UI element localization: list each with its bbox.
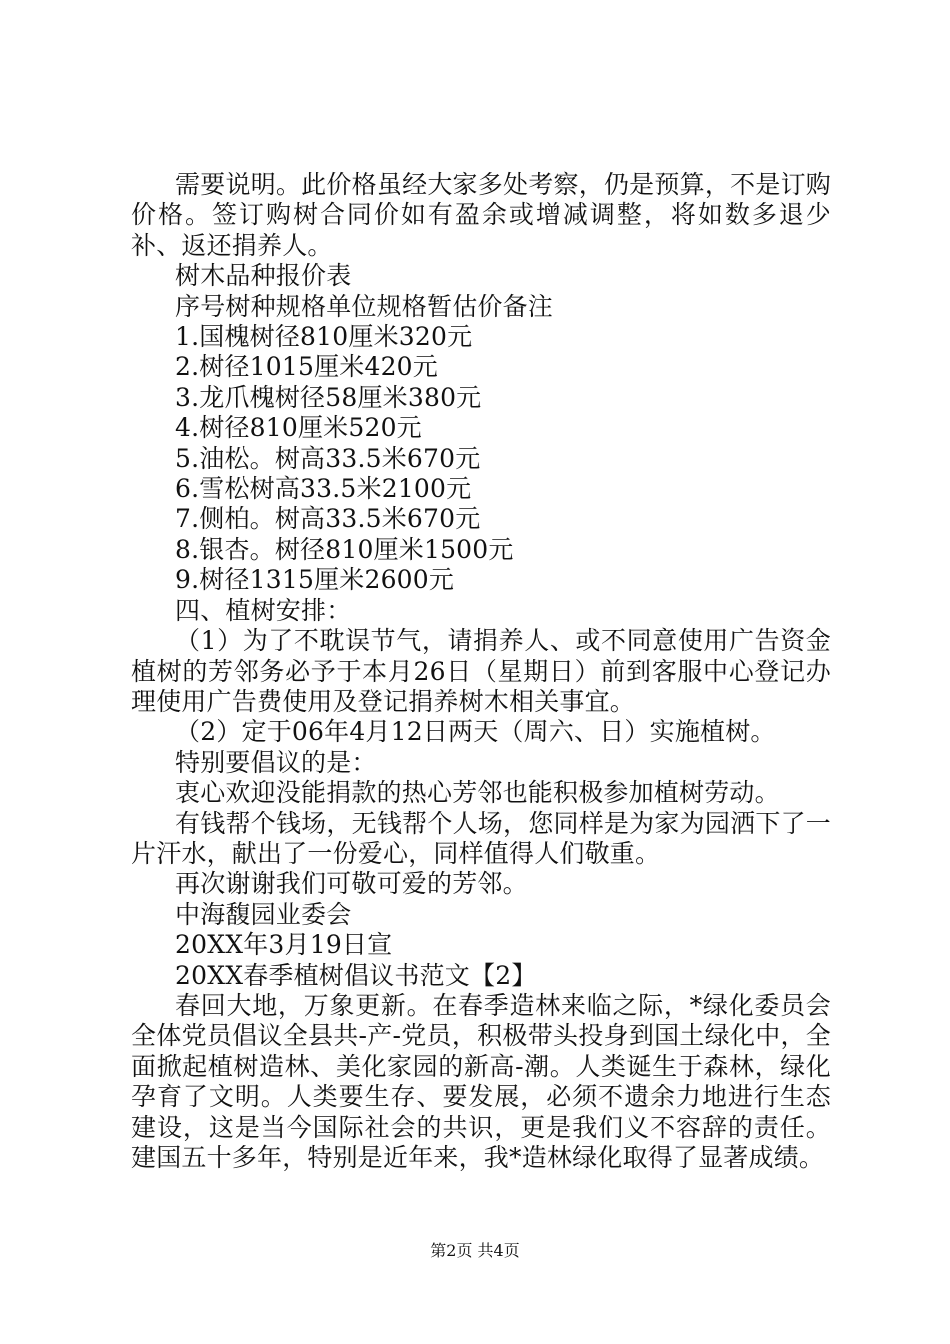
document-body: [131, 170, 831, 1173]
price-row-7: 7.侧柏。树高33.5米670元: [175, 504, 481, 534]
price-row-8: 8.银杏。树径810厘米1500元: [175, 534, 514, 564]
page-footer: 第2页 共4页: [430, 1241, 520, 1260]
signature-date: 20XX年3月19日宣: [175, 930, 393, 960]
price-row-5: 5.油松。树高33.5米670元: [175, 443, 481, 473]
paragraph-item-1: （1）为了不耽误节气，请捐养人、或不同意使用广告资金植树的芳邻务必予于本月26日（星期日）前到客服中心登记办理使用广告费使用及登记捐养树木相关事宜。: [131, 626, 831, 716]
paragraph-special-proposal: 特别要倡议的是：: [175, 747, 377, 777]
paragraph-welcome: 衷心欢迎没能捐款的热心芳邻也能积极参加植树劳动。: [175, 778, 780, 808]
signature-committee: 中海馥园业委会: [175, 899, 352, 929]
price-table-title: 树木品种报价表: [175, 261, 352, 291]
price-row-2: 2.树径1015厘米420元: [175, 352, 438, 382]
price-row-6: 6.雪松树高33.5米2100元: [175, 474, 472, 504]
paragraph-thanks: 再次谢谢我们可敬可爱的芳邻。: [175, 869, 528, 899]
paragraph-contribution: 有钱帮个钱场，无钱帮个人场，您同样是为家为园洒下了一片汗水，献出了一份爱心，同样值得人们敬重。: [131, 808, 831, 868]
price-row-3: 3.龙爪槐树径58厘米380元: [175, 382, 482, 412]
paragraph-item-2: （2）定于06年4月12日两天（周六、日）实施植树。: [175, 717, 776, 747]
paragraph-note: 需要说明。此价格虽经大家多处考察，仍是预算，不是订购价格。签订购树合同价如有盈余或增减调整，将如数多退少补、返还捐养人。: [131, 170, 831, 260]
price-row-1: 1.国槐树径810厘米320元: [175, 322, 473, 352]
price-row-9: 9.树径1315厘米2600元: [175, 565, 455, 595]
price-row-4: 4.树径810厘米520元: [175, 413, 422, 443]
paragraph-spring: 春回大地，万象更新。在春季造林来临之际，*绿化委员会全体党员倡议全县共-产-党员，积极带头投身到国土绿化中，全面掀起植树造林、美化家园的新高-潮。人类诞生于森林，绿化孕育了文明。人类要生存、要发展，必须不遗余力地进行生态建设，这是当今国际社会的共识，更是我们义不容辞的责任。建国五十多年，特别是近年来，我*造林绿化取得了显著成绩。: [131, 990, 831, 1172]
price-table-header: 序号树种规格单位规格暂估价备注: [175, 291, 554, 321]
section-title-2: 20XX春季植树倡议书范文【2】: [175, 960, 537, 990]
section-heading-planting: 四、植树安排：: [175, 595, 352, 625]
